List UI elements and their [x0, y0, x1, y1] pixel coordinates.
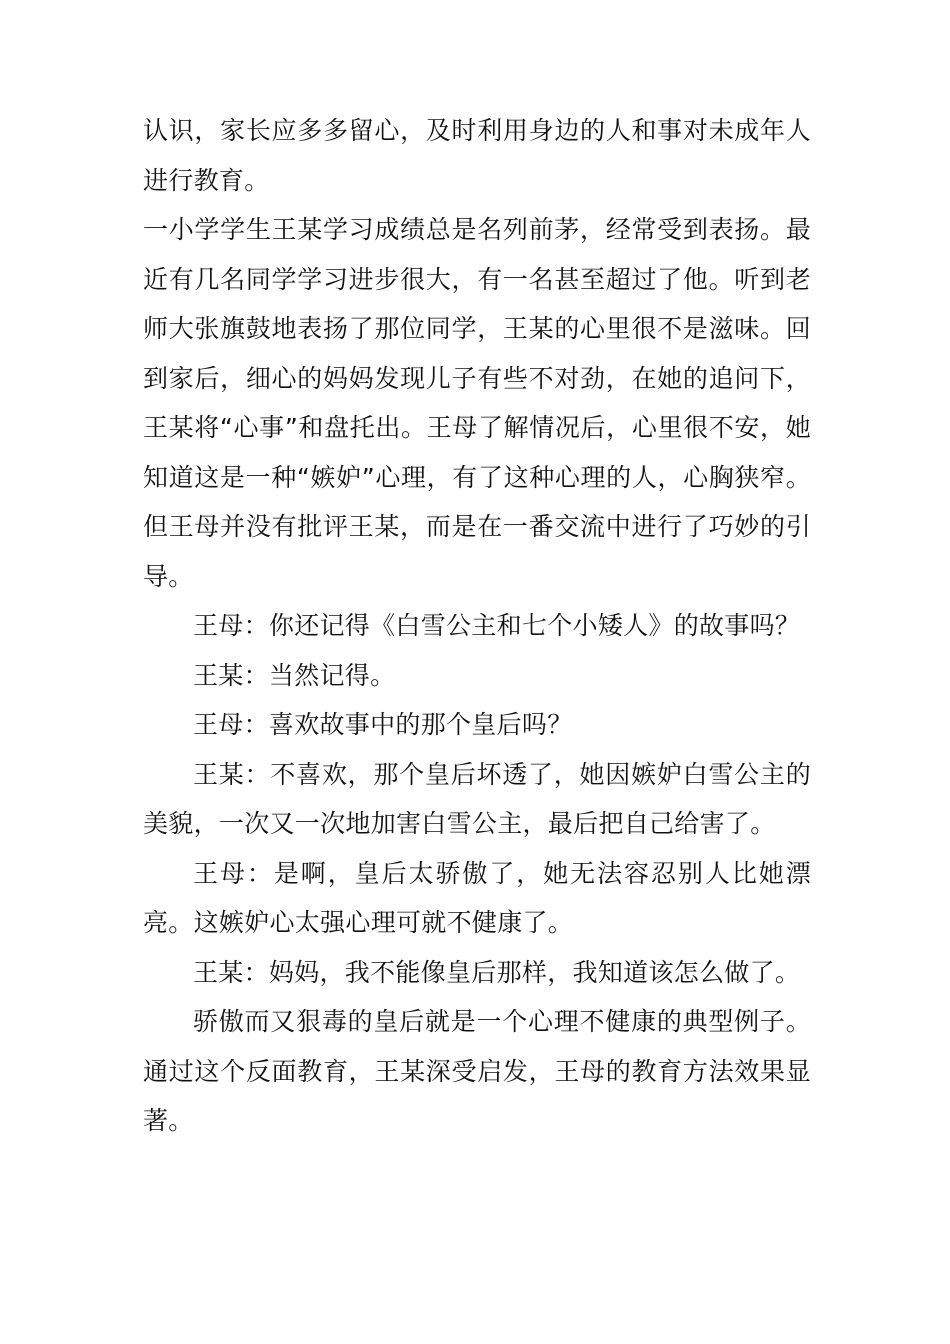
- dialogue-line: 王某：当然记得。: [193, 660, 396, 690]
- dialogue-line: 王母：是啊，皇后太骄傲了，她无法容忍别人比她漂亮。这嫉妒心太强心理可就不健康了。: [143, 858, 811, 937]
- dialogue-line: 王某：妈妈，我不能像皇后那样，我知道该怎么做了。: [193, 957, 801, 987]
- document-body: [143, 106, 811, 1146]
- dialogue-line: 王某：不喜欢，那个皇后坏透了，她因嫉妒白雪公主的美貌，一次又一次地加害白雪公主，最后把自己给害了。: [143, 759, 811, 838]
- paragraph-intro: 认识，家长应多多留心，及时利用身边的人和事对未成年人进行教育。: [143, 116, 811, 195]
- paragraph-story: 一小学学生王某学习成绩总是名列前茅，经常受到表扬。最近有几名同学学习进步很大，有一名甚至超过了他。听到老师大张旗鼓地表扬了那位同学，王某的心里很不是滋味。回到家后，细心的妈妈发现儿子有些不对劲，在她的追问下，王某将“心事”和盘托出。王母了解情况后，心里很不安，她知道这是一种“嫉妒”心理，有了这种心理的人，心胸狭窄。但王母并没有批评王某，而是在一番交流中进行了巧妙的引导。: [143, 215, 811, 591]
- paragraph-conclusion: 骄傲而又狠毒的皇后就是一个心理不健康的典型例子。通过这个反面教育，王某深受启发，王母的教育方法效果显著。: [143, 1007, 811, 1135]
- dialogue-line: 王母：你还记得《白雪公主和七个小矮人》的故事吗？: [193, 611, 801, 640]
- dialogue-line: 王母：喜欢故事中的那个皇后吗？: [193, 710, 573, 739]
